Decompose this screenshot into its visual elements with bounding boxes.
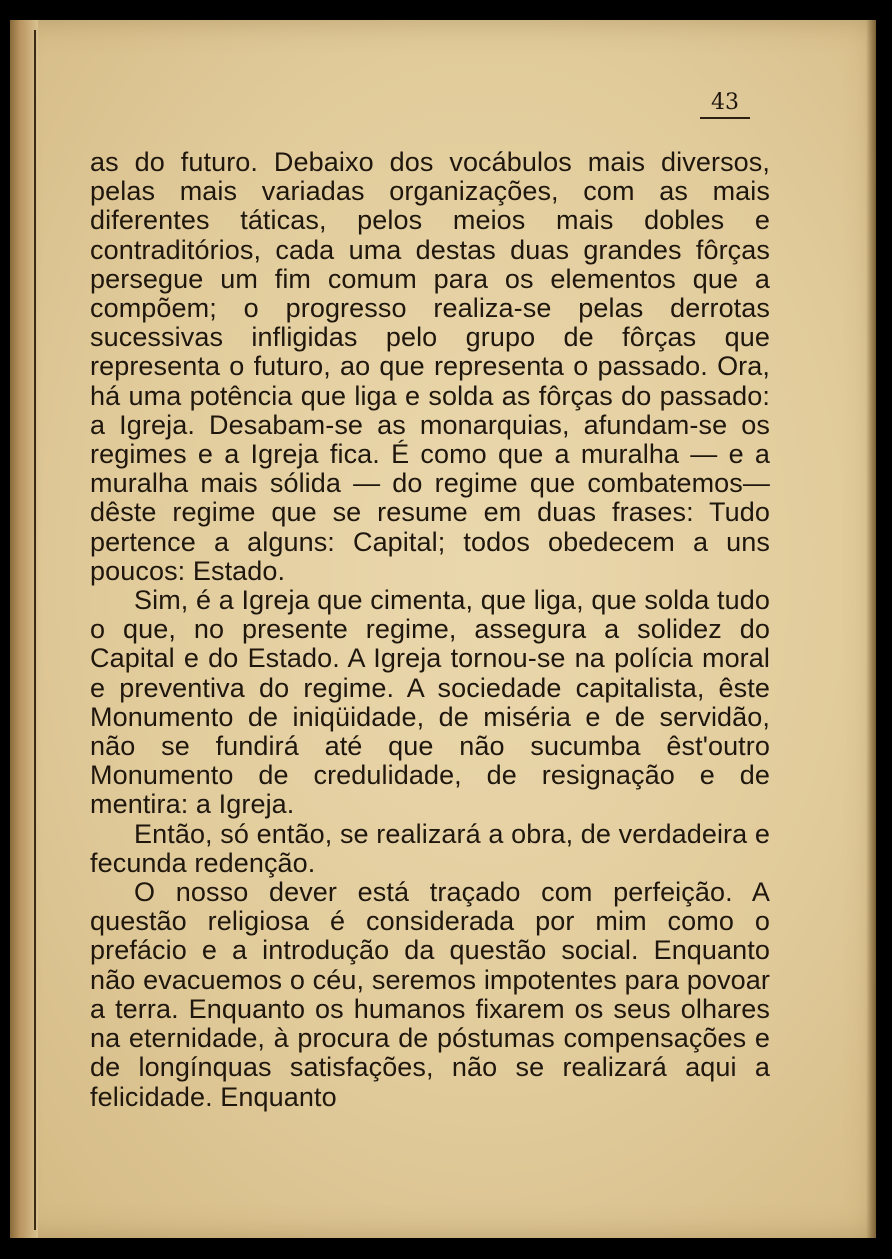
page-number: 43 bbox=[700, 90, 750, 119]
page-right-edge bbox=[866, 20, 876, 1238]
binding-edge-line bbox=[34, 30, 36, 1230]
body-text bbox=[90, 148, 770, 1112]
paragraph-3: Então, só então, se realizará a obra, de verdadeira e fecunda redenção. bbox=[90, 818, 770, 878]
paragraph-2: Sim, é a Igreja que cimenta, que liga, que solda tudo o que, no presente regime, assegura a solidez do Capital e do Estado. A Igreja tornou-se na polícia moral e preventiva do regime. A sociedade capitalista, êste Monumento de iniqüidade, de miséria e de servidão, não se fundirá até que não sucumba êst'outro Monumento de credulidade, de resignação e de mentira: a Igreja. bbox=[90, 585, 770, 820]
book-page bbox=[10, 20, 876, 1238]
paragraph-1: as do futuro. Debaixo dos vocábulos mais diversos, pelas mais variadas organizações, com as mais diferentes táticas, pelos meios mais dobles e contraditórios, cada uma destas duas grandes fôrças persegue um fim comum para os elementos que a compõem; o progresso realiza-se pelas derrotas sucessivas infligidas pelo grupo de fôrças que representa o futuro, ao que representa o passado. Ora, há uma potência que liga e solda as fôrças do passado: a Igreja. Desabam-se as monarquias, afundam-se os regimes e a Igreja fica. É como que a muralha — e a muralha mais sólida — do regime que combatemos—dêste regime que se resume em duas frases: Tudo pertence a alguns: Capital; todos obedecem a uns poucos: Estado. bbox=[90, 147, 770, 586]
paragraph-4: O nosso dever está traçado com perfeição. A questão religiosa é considerada por mim como o prefácio e a introdução da questão social. Enquanto não evacuemos o céu, seremos impotentes para povoar a terra. Enquanto os humanos fixarem os seus olhares na eternidade, à procura de póstumas compensações e de longínquas satisfações, não se realizará aqui a felicidade. Enquanto bbox=[90, 877, 770, 1112]
